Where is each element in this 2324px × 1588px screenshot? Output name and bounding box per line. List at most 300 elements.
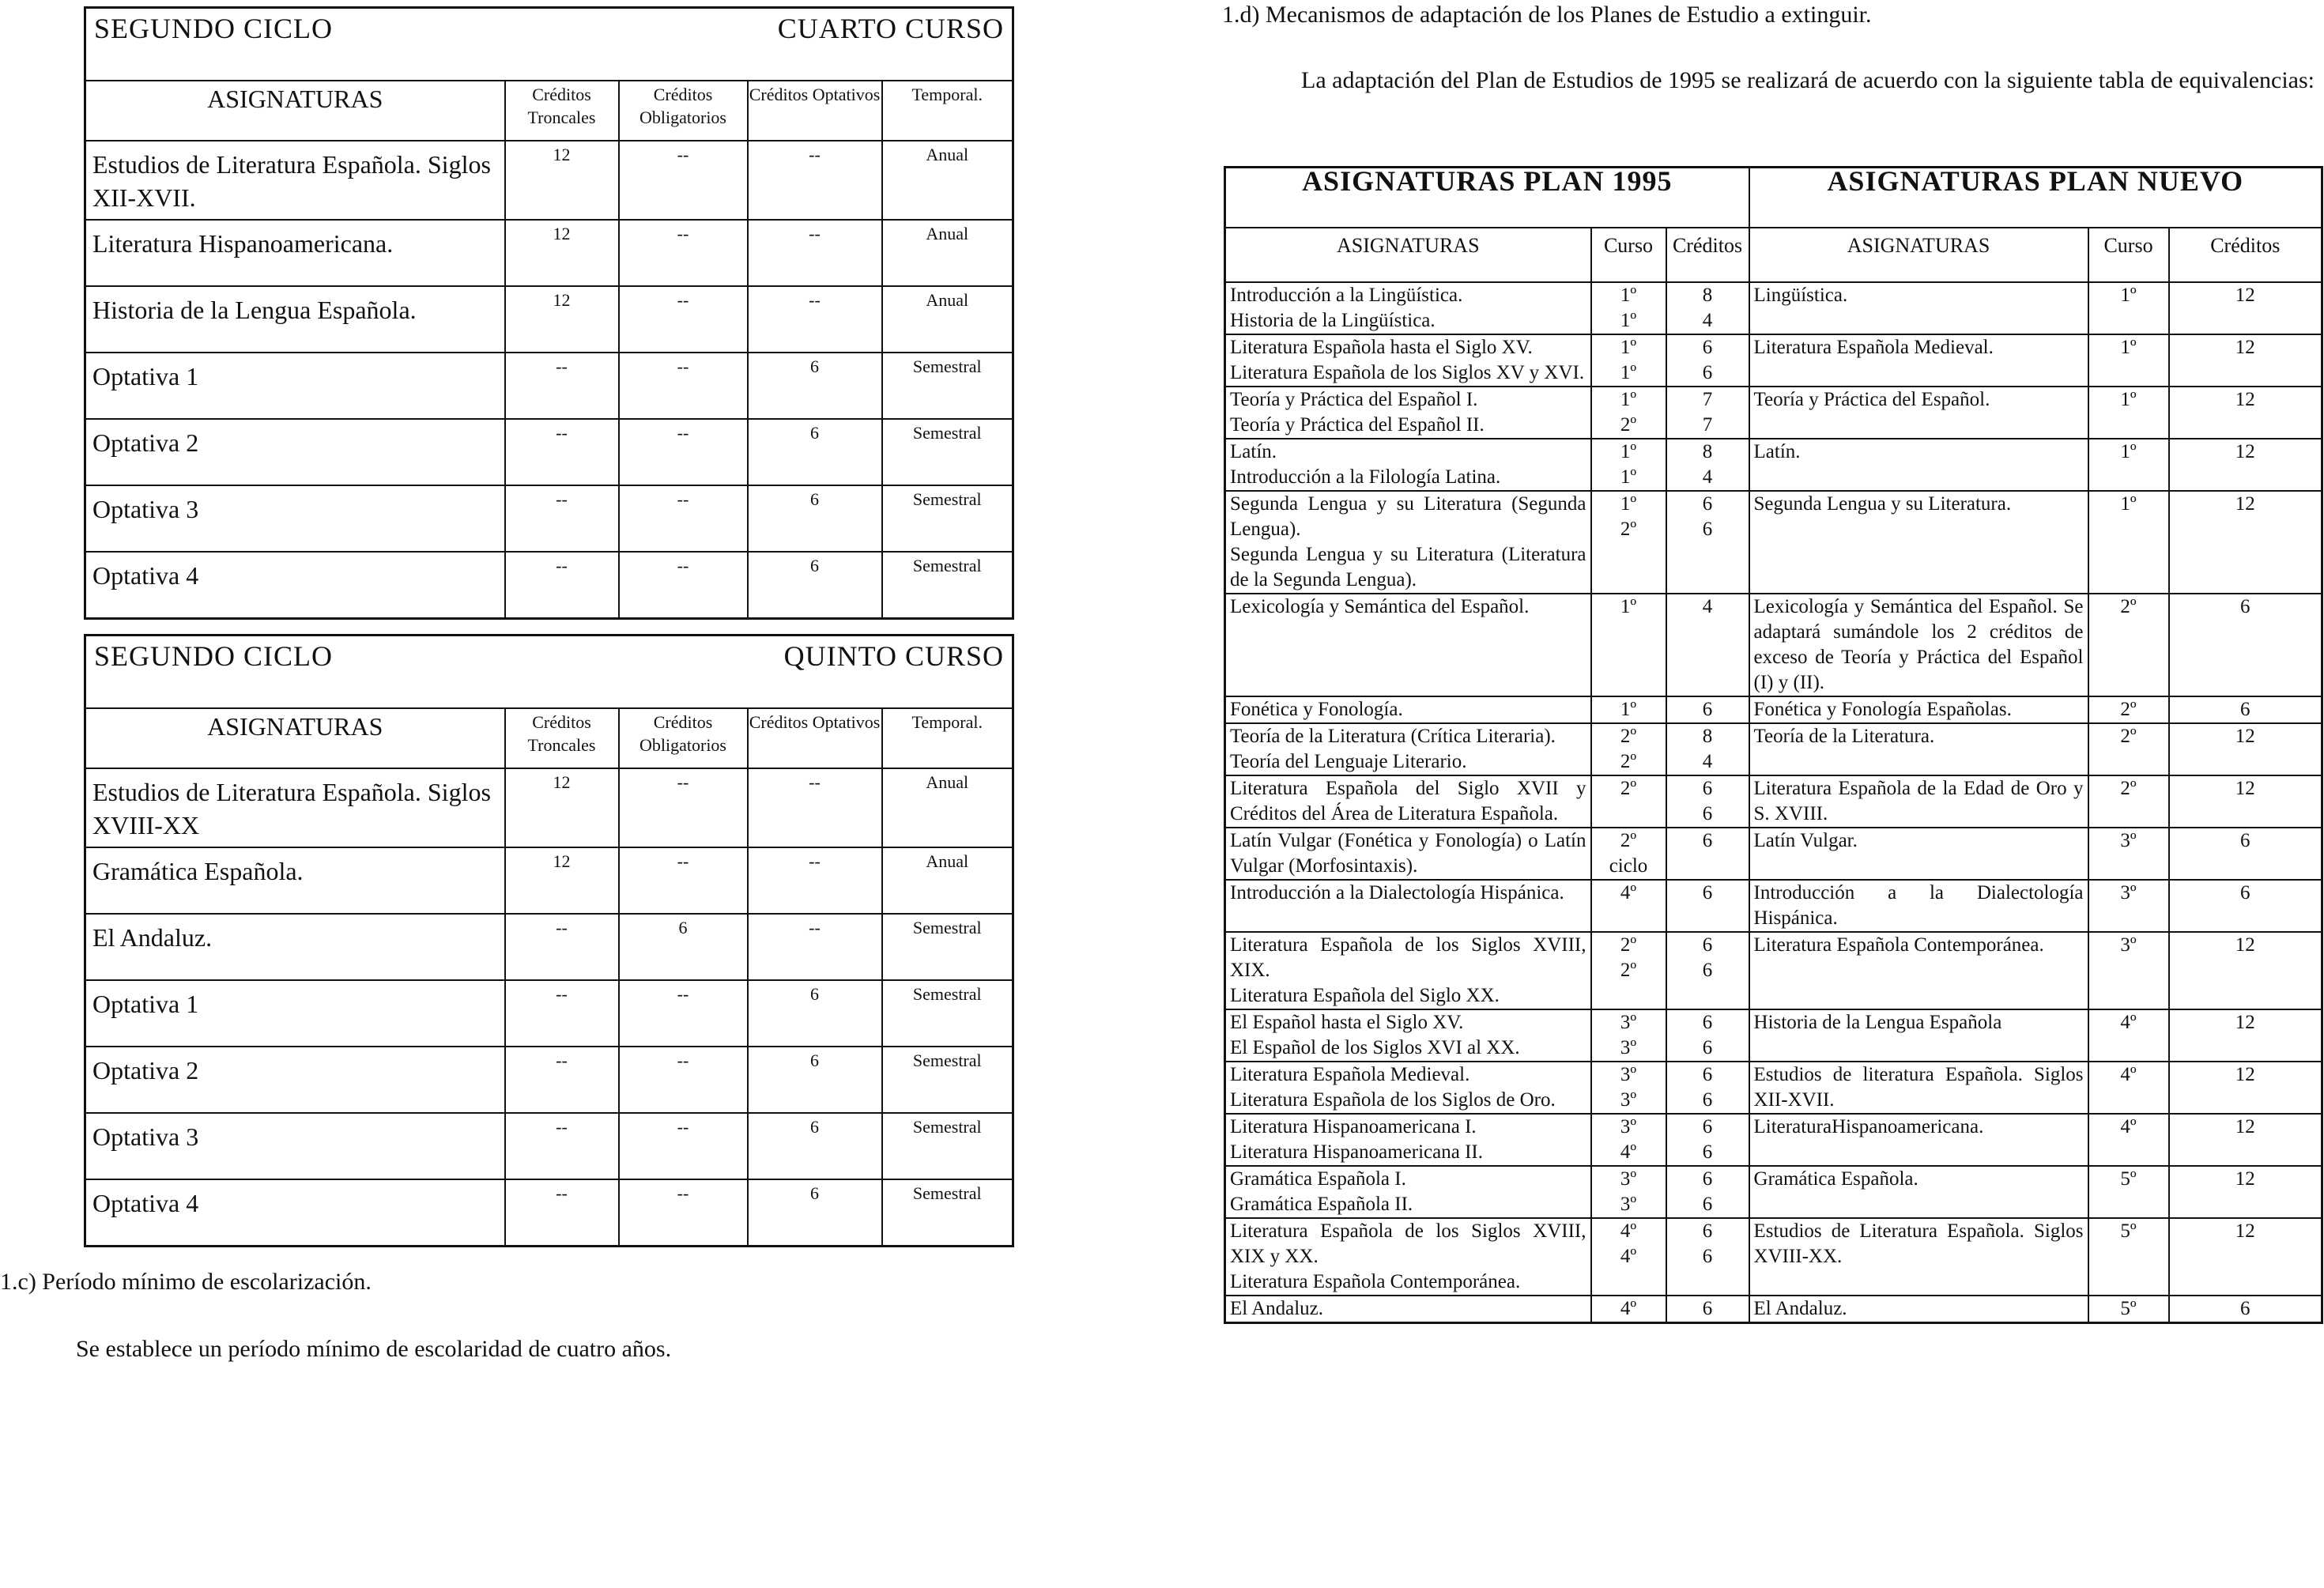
- old-creditos-line: 6: [1702, 1089, 1713, 1111]
- header-troncales: Créditos Troncales: [505, 81, 619, 141]
- troncales-cell: --: [505, 419, 619, 485]
- old-creditos-cell: [1666, 1009, 1749, 1062]
- old-subject-line: Introducción a la Dialectología Hispánica.: [1230, 882, 1564, 903]
- new-subject-cell: Gramática Española.: [1749, 1166, 2088, 1218]
- asignatura-cell: Estudios de Literatura Española. Siglos XVIII-XX: [85, 768, 505, 847]
- table-row: [85, 914, 1013, 980]
- new-curso-cell: 1º: [2088, 491, 2169, 594]
- temporal-cell: Anual: [882, 286, 1013, 353]
- table-row: [1225, 334, 2322, 387]
- new-curso-cell: 4º: [2088, 1062, 2169, 1114]
- old-curso-line: 4º: [1620, 1298, 1637, 1319]
- table-row: [85, 220, 1013, 286]
- escolarizacion-text: Se establece un período mínimo de escolaridad de cuatro años.: [76, 1336, 672, 1362]
- old-creditos-cell: [1666, 594, 1749, 696]
- asignatura-cell: Optativa 3: [85, 1113, 505, 1179]
- old-creditos-line: 6: [1702, 519, 1713, 540]
- troncales-cell: --: [505, 1113, 619, 1179]
- header-temporal: Temporal.: [882, 708, 1013, 768]
- old-creditos-line: 6: [1702, 830, 1713, 851]
- old-curso-line: 3º: [1620, 1168, 1637, 1190]
- escolarizacion-heading: 1.c) Período mínimo de escolarización.: [0, 1269, 372, 1295]
- old-creditos-cell: [1666, 282, 1749, 334]
- old-subject-cell: [1225, 282, 1591, 334]
- asignatura-cell: Gramática Española.: [85, 847, 505, 914]
- table-row: [85, 1047, 1013, 1113]
- old-curso-line: 1º: [1620, 493, 1637, 515]
- new-subject-cell: Teoría de la Literatura.: [1749, 723, 2088, 775]
- new-creditos-cell: 6: [2169, 828, 2322, 880]
- troncales-cell: --: [505, 552, 619, 619]
- old-curso-cell: [1591, 1114, 1666, 1166]
- old-creditos-line: 6: [1702, 1116, 1713, 1137]
- new-creditos-cell: 12: [2169, 775, 2322, 828]
- optativos-cell: 6: [748, 1179, 882, 1247]
- old-curso-line: 3º: [1620, 1194, 1637, 1215]
- old-creditos-line: 6: [1702, 1246, 1713, 1267]
- old-creditos-cell: [1666, 1062, 1749, 1114]
- old-subject-cell: [1225, 334, 1591, 387]
- table-row: [1225, 594, 2322, 696]
- troncales-cell: 12: [505, 847, 619, 914]
- old-creditos-cell: [1666, 723, 1749, 775]
- old-curso-line: 3º: [1620, 1116, 1637, 1137]
- obligatorios-cell: 6: [619, 914, 748, 980]
- new-subject-cell: Literatura Española Contemporánea.: [1749, 932, 2088, 1009]
- new-creditos-cell: 6: [2169, 696, 2322, 723]
- plan-title-cell: [85, 8, 1013, 81]
- new-subject-cell: Segunda Lengua y su Literatura.: [1749, 491, 2088, 594]
- old-creditos-line: 6: [1702, 960, 1713, 981]
- table-row: [85, 768, 1013, 847]
- new-creditos-cell: 12: [2169, 1114, 2322, 1166]
- optativos-cell: 6: [748, 419, 882, 485]
- table-row: [1225, 1009, 2322, 1062]
- optativos-cell: 6: [748, 353, 882, 419]
- old-curso-line: 2º: [1620, 751, 1637, 772]
- ciclo-label: SEGUNDO CICLO: [94, 13, 334, 44]
- new-curso-cell: 2º: [2088, 696, 2169, 723]
- obligatorios-cell: --: [619, 485, 748, 552]
- old-subject-cell: [1225, 1062, 1591, 1114]
- new-creditos-cell: 12: [2169, 334, 2322, 387]
- table-row: [1225, 828, 2322, 880]
- asignatura-cell: Optativa 2: [85, 1047, 505, 1113]
- new-plan-title: ASIGNATURAS PLAN NUEVO: [1749, 168, 2322, 228]
- new-curso-cell: 3º: [2088, 828, 2169, 880]
- old-creditos-cell: [1666, 932, 1749, 1009]
- new-curso-cell: 5º: [2088, 1296, 2169, 1323]
- temporal-cell: Semestral: [882, 353, 1013, 419]
- old-curso-cell: [1591, 282, 1666, 334]
- troncales-cell: 12: [505, 141, 619, 220]
- temporal-cell: Semestral: [882, 1179, 1013, 1247]
- new-subject-cell: Introducción a la Dialectología Hispánica.: [1749, 880, 2088, 932]
- optativos-cell: 6: [748, 980, 882, 1047]
- old-plan-title: ASIGNATURAS PLAN 1995: [1225, 168, 1749, 228]
- new-creditos-cell: 6: [2169, 1296, 2322, 1323]
- old-creditos-line: 6: [1702, 699, 1713, 720]
- old-curso-cell: [1591, 491, 1666, 594]
- curso-label: QUINTO CURSO: [783, 640, 1005, 672]
- table-row: [1225, 1218, 2322, 1296]
- new-subject-cell: LiteraturaHispanoamericana.: [1749, 1114, 2088, 1166]
- old-creditos-line: 4: [1702, 466, 1713, 488]
- new-creditos-cell: 12: [2169, 439, 2322, 491]
- obligatorios-cell: --: [619, 141, 748, 220]
- obligatorios-cell: --: [619, 552, 748, 619]
- new-subject-cell: Latín.: [1749, 439, 2088, 491]
- old-subject-line: Historia de la Lingüística.: [1230, 310, 1436, 331]
- temporal-cell: Anual: [882, 847, 1013, 914]
- old-curso-line: 4º: [1620, 1220, 1637, 1242]
- old-creditos-line: 4: [1702, 596, 1713, 617]
- old-curso-cell: [1591, 1296, 1666, 1323]
- old-creditos-line: 6: [1702, 1220, 1713, 1242]
- plan-title-row: [85, 636, 1013, 709]
- temporal-cell: Semestral: [882, 419, 1013, 485]
- new-curso-cell: 2º: [2088, 594, 2169, 696]
- header-obligatorios: Créditos Obligatorios: [619, 708, 748, 768]
- table-row: [1225, 775, 2322, 828]
- old-subject-line: Segunda Lengua y su Literatura (Segunda Lengua).: [1230, 493, 1586, 540]
- old-curso-cell: [1591, 334, 1666, 387]
- header-optativos: Créditos Optativos: [748, 81, 882, 141]
- temporal-cell: Semestral: [882, 1113, 1013, 1179]
- old-creditos-line: 7: [1702, 389, 1713, 410]
- plan-body: [85, 141, 1013, 619]
- new-curso-cell: 2º: [2088, 723, 2169, 775]
- old-subject-cell: [1225, 775, 1591, 828]
- optativos-cell: 6: [748, 1113, 882, 1179]
- old-subject-line: Teoría y Práctica del Español I.: [1230, 389, 1478, 410]
- new-creditos-cell: 6: [2169, 880, 2322, 932]
- troncales-cell: 12: [505, 286, 619, 353]
- old-curso-line: 3º: [1620, 1089, 1637, 1111]
- plan-header-row: [85, 708, 1013, 768]
- optativos-cell: --: [748, 768, 882, 847]
- optativos-cell: --: [748, 220, 882, 286]
- temporal-cell: Semestral: [882, 1047, 1013, 1113]
- old-creditos-line: 4: [1702, 310, 1713, 331]
- old-creditos-line: 6: [1702, 882, 1713, 903]
- old-curso-line: 1º: [1620, 362, 1637, 383]
- curso-label: CUARTO CURSO: [777, 13, 1005, 44]
- old-subject-line: Literatura Española de los Siglos de Oro.: [1230, 1089, 1556, 1111]
- old-curso-cell: [1591, 723, 1666, 775]
- table-row: [85, 286, 1013, 353]
- old-creditos-line: 6: [1702, 1168, 1713, 1190]
- troncales-cell: --: [505, 353, 619, 419]
- old-curso-line: 1º: [1620, 441, 1637, 462]
- old-subject-line: El Español hasta el Siglo XV.: [1230, 1012, 1464, 1033]
- ciclo-label: SEGUNDO CICLO: [94, 640, 334, 672]
- old-creditos-cell: [1666, 1166, 1749, 1218]
- old-curso-cell: [1591, 696, 1666, 723]
- table-row: [1225, 1296, 2322, 1323]
- old-creditos-cell: [1666, 439, 1749, 491]
- new-subject-cell: Fonética y Fonología Españolas.: [1749, 696, 2088, 723]
- temporal-cell: Semestral: [882, 485, 1013, 552]
- table-row: [85, 980, 1013, 1047]
- old-subject-cell: [1225, 594, 1591, 696]
- new-subject-cell: Latín Vulgar.: [1749, 828, 2088, 880]
- new-creditos-cell: 12: [2169, 1166, 2322, 1218]
- temporal-cell: Semestral: [882, 552, 1013, 619]
- plan-header-row: [85, 81, 1013, 141]
- temporal-cell: Anual: [882, 141, 1013, 220]
- old-curso-line: 2º: [1620, 414, 1637, 436]
- old-subject-cell: [1225, 1166, 1591, 1218]
- table-row: [1225, 1114, 2322, 1166]
- old-subject-line: Literatura Hispanoamericana II.: [1230, 1141, 1483, 1163]
- old-curso-line: 2º: [1620, 778, 1637, 799]
- old-subject-line: Latín Vulgar (Fonética y Fonología) o Latín Vulgar (Morfosintaxis).: [1230, 830, 1586, 877]
- temporal-cell: Semestral: [882, 914, 1013, 980]
- old-subject-cell: [1225, 387, 1591, 439]
- new-creditos-cell: 12: [2169, 1218, 2322, 1296]
- adaptacion-heading: 1.d) Mecanismos de adaptación de los Planes de Estudio a extinguir.: [1222, 2, 1872, 28]
- header-asignaturas: ASIGNATURAS: [85, 708, 505, 768]
- old-subject-line: Latín.: [1230, 441, 1277, 462]
- old-subject-cell: [1225, 1296, 1591, 1323]
- header-new-creditos: Créditos: [2169, 228, 2322, 282]
- old-curso-cell: [1591, 880, 1666, 932]
- adaptacion-intro: La adaptación del Plan de Estudios de 1995 se realizará de acuerdo con la siguiente tabla de equivalencias:: [1301, 67, 2315, 93]
- old-subject-cell: [1225, 723, 1591, 775]
- asignatura-cell: Optativa 4: [85, 552, 505, 619]
- equivalencias-column-header: [1225, 228, 2322, 282]
- asignatura-cell: Literatura Hispanoamericana.: [85, 220, 505, 286]
- new-subject-cell: El Andaluz.: [1749, 1296, 2088, 1323]
- old-subject-cell: [1225, 828, 1591, 880]
- obligatorios-cell: --: [619, 419, 748, 485]
- temporal-cell: Semestral: [882, 980, 1013, 1047]
- obligatorios-cell: --: [619, 1113, 748, 1179]
- obligatorios-cell: --: [619, 847, 748, 914]
- header-new-curso: Curso: [2088, 228, 2169, 282]
- troncales-cell: --: [505, 980, 619, 1047]
- optativos-cell: --: [748, 914, 882, 980]
- asignatura-cell: Estudios de Literatura Española. Siglos XII-XVII.: [85, 141, 505, 220]
- old-curso-line: 4º: [1620, 882, 1637, 903]
- table-row: [85, 141, 1013, 220]
- old-subject-line: Teoría y Práctica del Español II.: [1230, 414, 1485, 436]
- old-subject-line: Literatura Española hasta el Siglo XV.: [1230, 337, 1533, 358]
- header-temporal: Temporal.: [882, 81, 1013, 141]
- table-row: [1225, 439, 2322, 491]
- old-creditos-line: 8: [1702, 441, 1713, 462]
- plan-table-quinto-curso: [84, 634, 1014, 1247]
- equivalencias-table: [1224, 166, 2323, 1324]
- new-subject-cell: Literatura Española de la Edad de Oro y S. XVIII.: [1749, 775, 2088, 828]
- new-curso-cell: 5º: [2088, 1166, 2169, 1218]
- old-creditos-line: 6: [1702, 362, 1713, 383]
- new-subject-cell: Teoría y Práctica del Español.: [1749, 387, 2088, 439]
- temporal-cell: Anual: [882, 220, 1013, 286]
- new-curso-cell: 1º: [2088, 334, 2169, 387]
- optativos-cell: 6: [748, 485, 882, 552]
- header-obligatorios: Créditos Obligatorios: [619, 81, 748, 141]
- table-row: [1225, 1062, 2322, 1114]
- old-curso-line: 3º: [1620, 1064, 1637, 1085]
- optativos-cell: --: [748, 141, 882, 220]
- new-curso-cell: 5º: [2088, 1218, 2169, 1296]
- new-creditos-cell: 12: [2169, 723, 2322, 775]
- old-curso-line: 1º: [1620, 337, 1637, 358]
- old-subject-line: Gramática Española II.: [1230, 1194, 1413, 1215]
- old-subject-cell: [1225, 1218, 1591, 1296]
- header-old-asignaturas: ASIGNATURAS: [1225, 228, 1591, 282]
- header-new-asignaturas: ASIGNATURAS: [1749, 228, 2088, 282]
- obligatorios-cell: --: [619, 980, 748, 1047]
- old-subject-line: El Andaluz.: [1230, 1298, 1324, 1319]
- old-subject-line: Literatura Hispanoamericana I.: [1230, 1116, 1477, 1137]
- table-row: [85, 1113, 1013, 1179]
- old-subject-line: Introducción a la Filología Latina.: [1230, 466, 1501, 488]
- new-subject-cell: Historia de la Lengua Española: [1749, 1009, 2088, 1062]
- old-curso-line: 1º: [1620, 285, 1637, 306]
- old-subject-cell: [1225, 1114, 1591, 1166]
- old-curso-line: 1º: [1620, 699, 1637, 720]
- old-subject-line: Introducción a la Lingüística.: [1230, 285, 1463, 306]
- old-creditos-cell: [1666, 696, 1749, 723]
- new-curso-cell: 4º: [2088, 1114, 2169, 1166]
- old-curso-line: 1º: [1620, 389, 1637, 410]
- new-curso-cell: 1º: [2088, 387, 2169, 439]
- old-subject-cell: [1225, 1009, 1591, 1062]
- optativos-cell: 6: [748, 1047, 882, 1113]
- new-creditos-cell: 12: [2169, 932, 2322, 1009]
- asignatura-cell: Optativa 1: [85, 353, 505, 419]
- old-subject-cell: [1225, 696, 1591, 723]
- old-curso-cell: [1591, 439, 1666, 491]
- old-subject-line: Teoría de la Literatura (Crítica Literaria).: [1230, 726, 1556, 747]
- old-creditos-line: 6: [1702, 1037, 1713, 1058]
- new-creditos-cell: 12: [2169, 387, 2322, 439]
- table-row: [1225, 282, 2322, 334]
- old-curso-line: 2º: [1620, 960, 1637, 981]
- new-creditos-cell: 12: [2169, 1062, 2322, 1114]
- old-curso-cell: [1591, 828, 1666, 880]
- optativos-cell: --: [748, 847, 882, 914]
- old-creditos-line: 6: [1702, 1298, 1713, 1319]
- obligatorios-cell: --: [619, 1179, 748, 1247]
- troncales-cell: --: [505, 485, 619, 552]
- table-row: [1225, 696, 2322, 723]
- old-creditos-line: 6: [1702, 934, 1713, 956]
- obligatorios-cell: --: [619, 1047, 748, 1113]
- old-creditos-cell: [1666, 828, 1749, 880]
- old-subject-line: Literatura Española del Siglo XVII y Créditos del Área de Literatura Española.: [1230, 778, 1586, 824]
- old-subject-line: Literatura Española de los Siglos XVIII, XIX.: [1230, 934, 1586, 981]
- old-creditos-line: 6: [1702, 778, 1713, 799]
- obligatorios-cell: --: [619, 353, 748, 419]
- old-curso-cell: [1591, 1062, 1666, 1114]
- obligatorios-cell: --: [619, 286, 748, 353]
- old-curso-line: 1º: [1620, 596, 1637, 617]
- table-row: [1225, 387, 2322, 439]
- header-old-curso: Curso: [1591, 228, 1666, 282]
- old-creditos-cell: [1666, 775, 1749, 828]
- table-row: [85, 419, 1013, 485]
- table-row: [1225, 723, 2322, 775]
- troncales-cell: 12: [505, 220, 619, 286]
- obligatorios-cell: --: [619, 220, 748, 286]
- old-curso-cell: [1591, 775, 1666, 828]
- asignatura-cell: Historia de la Lengua Española.: [85, 286, 505, 353]
- old-subject-cell: [1225, 491, 1591, 594]
- new-subject-cell: Literatura Española Medieval.: [1749, 334, 2088, 387]
- optativos-cell: 6: [748, 552, 882, 619]
- old-creditos-cell: [1666, 1114, 1749, 1166]
- old-creditos-cell: [1666, 334, 1749, 387]
- old-curso-cell: [1591, 387, 1666, 439]
- old-curso-line: 3º: [1620, 1037, 1637, 1058]
- new-curso-cell: 4º: [2088, 1009, 2169, 1062]
- old-curso-line: 3º: [1620, 1012, 1637, 1033]
- old-creditos-line: 6: [1702, 803, 1713, 824]
- old-creditos-line: 6: [1702, 493, 1713, 515]
- new-curso-cell: 3º: [2088, 880, 2169, 932]
- header-asignaturas: ASIGNATURAS: [85, 81, 505, 141]
- old-creditos-line: 7: [1702, 414, 1713, 436]
- old-subject-line: Literatura Española de los Siglos XV y XVI.: [1230, 362, 1585, 383]
- old-curso-line: 2º: [1620, 934, 1637, 956]
- optativos-cell: --: [748, 286, 882, 353]
- new-curso-cell: 1º: [2088, 439, 2169, 491]
- new-creditos-cell: 12: [2169, 1009, 2322, 1062]
- asignatura-cell: Optativa 3: [85, 485, 505, 552]
- table-row: [1225, 880, 2322, 932]
- old-curso-cell: [1591, 594, 1666, 696]
- old-subject-line: Gramática Española I.: [1230, 1168, 1406, 1190]
- asignatura-cell: El Andaluz.: [85, 914, 505, 980]
- old-creditos-line: 6: [1702, 1141, 1713, 1163]
- old-curso-line: 4º: [1620, 1246, 1637, 1267]
- old-creditos-line: 8: [1702, 285, 1713, 306]
- table-row: [1225, 1166, 2322, 1218]
- new-creditos-cell: 6: [2169, 594, 2322, 696]
- troncales-cell: --: [505, 1179, 619, 1247]
- old-creditos-cell: [1666, 880, 1749, 932]
- plan-title-row: [85, 8, 1013, 81]
- old-creditos-line: 4: [1702, 751, 1713, 772]
- old-curso-cell: [1591, 1218, 1666, 1296]
- old-curso-cell: [1591, 1009, 1666, 1062]
- new-creditos-cell: 12: [2169, 491, 2322, 594]
- troncales-cell: 12: [505, 768, 619, 847]
- header-optativos: Créditos Optativos: [748, 708, 882, 768]
- old-subject-line: Literatura Española Contemporánea.: [1230, 1271, 1521, 1292]
- asignatura-cell: Optativa 1: [85, 980, 505, 1047]
- old-curso-line: 2º: [1620, 726, 1637, 747]
- old-subject-line: Fonética y Fonología.: [1230, 699, 1403, 720]
- old-subject-line: Lexicología y Semántica del Español.: [1230, 596, 1530, 617]
- old-curso-line: 2º: [1620, 519, 1637, 540]
- new-subject-cell: Estudios de literatura Española. Siglos XII-XVII.: [1749, 1062, 2088, 1114]
- table-row: [85, 847, 1013, 914]
- plan-table-cuarto-curso: [84, 6, 1014, 620]
- table-row: [85, 353, 1013, 419]
- new-subject-cell: Estudios de Literatura Española. Siglos XVIII-XX.: [1749, 1218, 2088, 1296]
- obligatorios-cell: --: [619, 768, 748, 847]
- asignatura-cell: Optativa 4: [85, 1179, 505, 1247]
- old-creditos-line: 6: [1702, 1064, 1713, 1085]
- troncales-cell: --: [505, 914, 619, 980]
- old-creditos-cell: [1666, 491, 1749, 594]
- temporal-cell: Anual: [882, 768, 1013, 847]
